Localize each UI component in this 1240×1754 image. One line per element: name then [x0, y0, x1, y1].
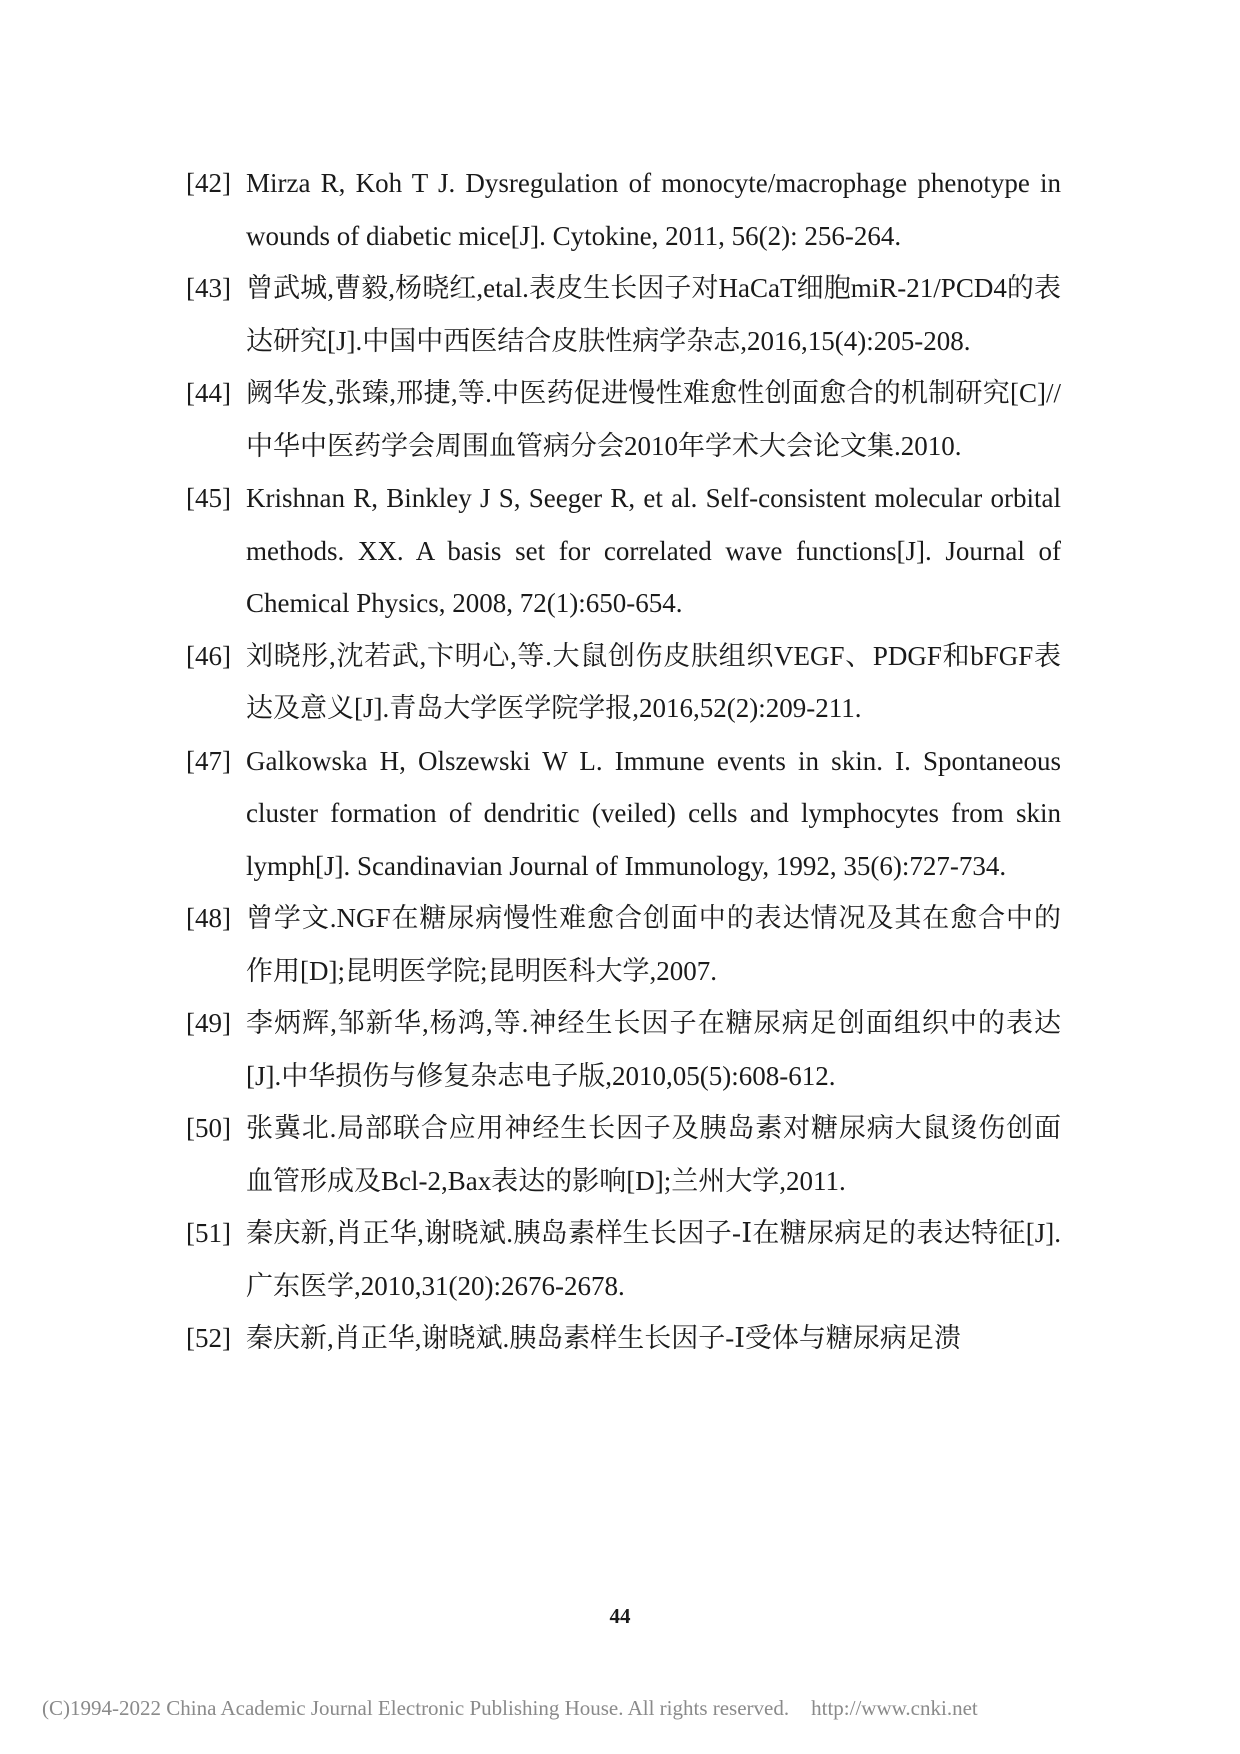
- reference-item: [186, 262, 1061, 367]
- reference-text: 阙华发,张臻,邢捷,等.中医药促进慢性难愈性创面愈合的机制研究[C]//中华中医药学会周围血管病分会2010年学术大会论文集.2010.: [246, 378, 1061, 461]
- page-number: 44: [609, 1604, 631, 1628]
- reference-item: [186, 892, 1061, 997]
- reference-text: 李炳辉,邹新华,杨鸿,等.神经生长因子在糖尿病足创面组织中的表达[J].中华损伤与修复杂志电子版,2010,05(5):608-612.: [246, 1008, 1061, 1091]
- reference-number: [52]: [186, 1323, 231, 1353]
- reference-text: 秦庆新,肖正华,谢晓斌.胰岛素样生长因子-Ⅰ在糖尿病足的表达特征[J].广东医学,2010,31(20):2676-2678.: [246, 1218, 1061, 1301]
- reference-number: [45]: [186, 483, 231, 513]
- reference-number: [48]: [186, 903, 231, 933]
- reference-text: 曾学文.NGF在糖尿病慢性难愈合创面中的表达情况及其在愈合中的作用[D];昆明医学院;昆明医科大学,2007.: [246, 903, 1061, 986]
- reference-number: [51]: [186, 1218, 231, 1248]
- reference-item: [186, 367, 1061, 472]
- reference-text: 刘晓彤,沈若武,卞明心,等.大鼠创伤皮肤组织VEGF、PDGF和bFGF表达及意义[J].青岛大学医学院学报,2016,52(2):209-211.: [246, 640, 1061, 723]
- reference-number: [50]: [186, 1113, 231, 1143]
- reference-text: Mirza R, Koh T J. Dysregulation of monocyte/macrophage phenotype in wounds of diabetic mice[J]. Cytokine, 2011, 56(2): 256-264.: [246, 168, 1061, 251]
- reference-item: [186, 1312, 1061, 1365]
- reference-item: [186, 157, 1061, 262]
- reference-number: [47]: [186, 745, 231, 776]
- reference-item: [186, 472, 1061, 630]
- reference-item: [186, 997, 1061, 1102]
- reference-text: 曾武城,曹毅,杨晓红,etal.表皮生长因子对HaCaT细胞miR-21/PCD4的表达研究[J].中国中西医结合皮肤性病学杂志,2016,15(4):205-208.: [246, 273, 1061, 356]
- reference-item: [186, 735, 1061, 893]
- reference-text: Galkowska H, Olszewski W L. Immune events in skin. I. Spontaneous cluster formation of dendritic (veiled) cells and lymphocytes from skin lymph[J]. Scandinavian Journal of Immunology, 1992, 35(6):727-734.: [246, 745, 1061, 881]
- reference-text: Krishnan R, Binkley J S, Seeger R, et al. Self‐consistent molecular orbital methods. XX. A basis set for correlated wave functions[J]. Journal of Chemical Physics, 2008, 72(1):650-654.: [246, 483, 1061, 618]
- reference-number: [49]: [186, 1008, 231, 1038]
- footer-url: http://www.cnki.net: [811, 1696, 978, 1720]
- reference-item: [186, 1102, 1061, 1207]
- reference-number: [44]: [186, 378, 231, 408]
- copyright-footer: [42, 1695, 1198, 1721]
- reference-item: [186, 630, 1061, 735]
- copyright-text: (C)1994-2022 China Academic Journal Electronic Publishing House. All rights reserved.: [42, 1696, 790, 1720]
- reference-text: 秦庆新,肖正华,谢晓斌.胰岛素样生长因子-Ⅰ受体与糖尿病足溃: [246, 1323, 961, 1353]
- reference-number: [42]: [186, 168, 231, 198]
- reference-text: 张冀北.局部联合应用神经生长因子及胰岛素对糖尿病大鼠烫伤创面血管形成及Bcl-2,Bax表达的影响[D];兰州大学,2011.: [246, 1113, 1061, 1196]
- reference-item: [186, 1207, 1061, 1312]
- reference-list: [186, 157, 1061, 1365]
- reference-number: [46]: [186, 640, 231, 671]
- reference-number: [43]: [186, 273, 231, 303]
